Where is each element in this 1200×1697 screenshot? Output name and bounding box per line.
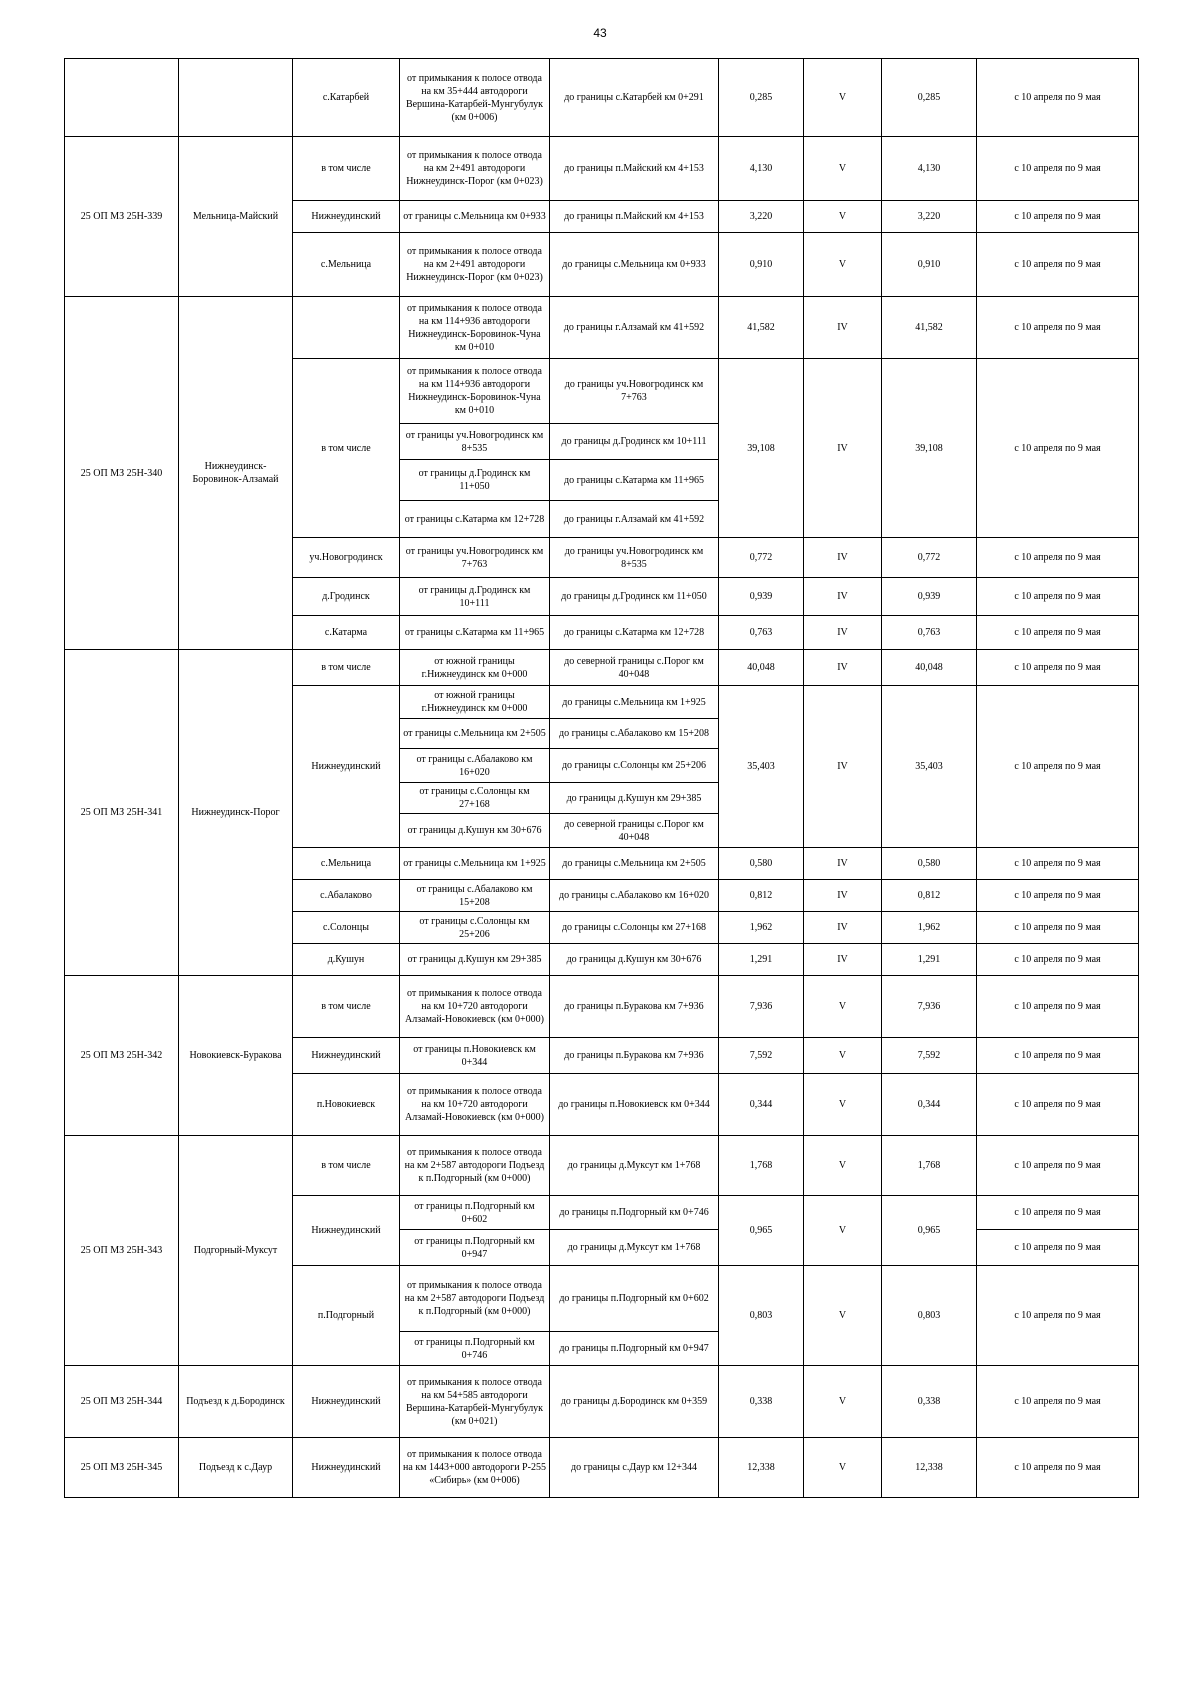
table-cell: 41,582 [719, 297, 804, 359]
table-cell: V [804, 976, 882, 1038]
table-cell: от границы с.Мельница км 0+933 [400, 201, 550, 233]
table-cell: Нижнеудинский [293, 201, 400, 233]
table-cell: от границы с.Мельница км 1+925 [400, 848, 550, 880]
table-cell: 0,939 [882, 578, 977, 616]
table-cell: Подгорный-Муксут [179, 1136, 293, 1366]
table-cell: с 10 апреля по 9 мая [977, 1230, 1139, 1266]
table-cell: Подъезд к с.Даур [179, 1438, 293, 1498]
table-cell: с.Мельница [293, 233, 400, 297]
table-cell: в том числе [293, 650, 400, 686]
table-cell: от границы с.Солонцы км 27+168 [400, 783, 550, 814]
table-cell: 4,130 [719, 137, 804, 201]
table-cell: с 10 апреля по 9 мая [977, 1038, 1139, 1074]
table-cell: 0,772 [719, 538, 804, 578]
table-cell: 0,285 [882, 59, 977, 137]
table-cell [65, 59, 179, 137]
table-cell: с 10 апреля по 9 мая [977, 616, 1139, 650]
table-cell: 0,763 [882, 616, 977, 650]
table-cell: 25 ОП МЗ 25Н-342 [65, 976, 179, 1136]
table-cell: с.Солонцы [293, 912, 400, 944]
table-cell: Нижнеудинский [293, 1438, 400, 1498]
table-cell: с.Катарма [293, 616, 400, 650]
table-cell: с 10 апреля по 9 мая [977, 650, 1139, 686]
table-cell: от границы уч.Новогродинск км 7+763 [400, 538, 550, 578]
table-cell: 25 ОП МЗ 25Н-343 [65, 1136, 179, 1366]
table-cell: 1,291 [719, 944, 804, 976]
table-cell: Мельница-Майский [179, 137, 293, 297]
table-cell: от границы с.Мельница км 2+505 [400, 719, 550, 749]
table-cell: 40,048 [719, 650, 804, 686]
table-cell: в том числе [293, 1136, 400, 1196]
table-cell: до границы д.Муксут км 1+768 [550, 1230, 719, 1266]
table-cell: 1,768 [719, 1136, 804, 1196]
table-cell: 0,338 [882, 1366, 977, 1438]
table-cell: IV [804, 297, 882, 359]
table-cell: от границы с.Солонцы км 25+206 [400, 912, 550, 944]
table-cell: от границы п.Подгорный км 0+746 [400, 1332, 550, 1366]
table-cell: до границы с.Солонцы км 25+206 [550, 749, 719, 783]
table-cell: до границы п.Майский км 4+153 [550, 137, 719, 201]
table-cell: с 10 апреля по 9 мая [977, 1266, 1139, 1366]
table-cell: с 10 апреля по 9 мая [977, 944, 1139, 976]
table-cell: V [804, 1038, 882, 1074]
table-cell: от примыкания к полосе отвода на км 10+720 автодороги Алзамай-Новокиевск (км 0+000) [400, 1074, 550, 1136]
table-cell: д.Гродинск [293, 578, 400, 616]
table-cell: 0,580 [719, 848, 804, 880]
table-cell: с 10 апреля по 9 мая [977, 880, 1139, 912]
table-cell: от границы д.Гродинск км 10+111 [400, 578, 550, 616]
table-cell: до границы п.Буракова км 7+936 [550, 1038, 719, 1074]
table-cell: V [804, 1266, 882, 1366]
table-cell: с 10 апреля по 9 мая [977, 1136, 1139, 1196]
table-cell: с 10 апреля по 9 мая [977, 912, 1139, 944]
table-cell: 0,344 [719, 1074, 804, 1136]
table-cell: до границы г.Алзамай км 41+592 [550, 297, 719, 359]
table-cell: от границы д.Кушун км 30+676 [400, 814, 550, 848]
table-cell: до границы уч.Новогродинск км 7+763 [550, 359, 719, 424]
table-cell: Нижнеудинск-Порог [179, 650, 293, 976]
table-cell: 0,910 [719, 233, 804, 297]
table-cell: 25 ОП МЗ 25Н-345 [65, 1438, 179, 1498]
table-cell: с.Абалаково [293, 880, 400, 912]
table-cell: до границы п.Подгорный км 0+602 [550, 1266, 719, 1332]
table-cell: до границы д.Бородинск км 0+359 [550, 1366, 719, 1438]
table-cell: 0,803 [882, 1266, 977, 1366]
table-cell: 7,936 [719, 976, 804, 1038]
table-cell: до границы п.Подгорный км 0+746 [550, 1196, 719, 1230]
table-cell: уч.Новогродинск [293, 538, 400, 578]
table-cell: с 10 апреля по 9 мая [977, 201, 1139, 233]
table-cell: с.Мельница [293, 848, 400, 880]
table-cell: с 10 апреля по 9 мая [977, 538, 1139, 578]
table-cell: от границы д.Гродинск км 11+050 [400, 460, 550, 501]
road-restrictions-table [64, 58, 1139, 1498]
table-cell: от границы д.Кушун км 29+385 [400, 944, 550, 976]
table-cell: от примыкания к полосе отвода на км 114+936 автодороги Нижнеудинск-Боровинок-Чуна км 0+010 [400, 297, 550, 359]
table-cell: до границы д.Гродинск км 11+050 [550, 578, 719, 616]
table-cell: 35,403 [882, 686, 977, 848]
table-cell: V [804, 1366, 882, 1438]
table-cell: до границы с.Катарбей км 0+291 [550, 59, 719, 137]
table-cell: Новокиевск-Буракова [179, 976, 293, 1136]
table-cell: с 10 апреля по 9 мая [977, 1366, 1139, 1438]
table-cell: д.Кушун [293, 944, 400, 976]
table-cell: Нижнеудинский [293, 1038, 400, 1074]
table-cell: 0,812 [719, 880, 804, 912]
table-cell: 7,592 [882, 1038, 977, 1074]
table-cell: с 10 апреля по 9 мая [977, 59, 1139, 137]
table-cell: с 10 апреля по 9 мая [977, 686, 1139, 848]
table-cell: от южной границы г.Нижнеудинск км 0+000 [400, 686, 550, 719]
table-cell: от примыкания к полосе отвода на км 114+936 автодороги Нижнеудинск-Боровинок-Чуна км 0+010 [400, 359, 550, 424]
table-cell: до границы с.Мельница км 0+933 [550, 233, 719, 297]
table-cell: 0,910 [882, 233, 977, 297]
table-cell: с.Катарбей [293, 59, 400, 137]
page-number: 43 [593, 26, 607, 40]
table-cell: с 10 апреля по 9 мая [977, 137, 1139, 201]
table-cell: от границы п.Подгорный км 0+947 [400, 1230, 550, 1266]
table-row [65, 137, 1139, 201]
table-cell: V [804, 1438, 882, 1498]
table-cell: 0,772 [882, 538, 977, 578]
table-cell: от примыкания к полосе отвода на км 2+491 автодороги Нижнеудинск-Порог (км 0+023) [400, 233, 550, 297]
table-row [65, 976, 1139, 1038]
table-cell: с 10 апреля по 9 мая [977, 1196, 1139, 1230]
table-cell: Нижнеудинский [293, 1366, 400, 1438]
table-cell: от примыкания к полосе отвода на км 2+587 автодороги Подъезд к п.Подгорный (км 0+000) [400, 1266, 550, 1332]
table-cell: п.Подгорный [293, 1266, 400, 1366]
table-cell: с 10 апреля по 9 мая [977, 297, 1139, 359]
table-cell: 39,108 [719, 359, 804, 538]
table-cell: IV [804, 880, 882, 912]
table-cell: 39,108 [882, 359, 977, 538]
table-cell: IV [804, 650, 882, 686]
table-cell: от границы с.Абалаково км 15+208 [400, 880, 550, 912]
table-cell: V [804, 1136, 882, 1196]
table-cell: V [804, 137, 882, 201]
table-cell: с 10 апреля по 9 мая [977, 976, 1139, 1038]
table-cell: с 10 апреля по 9 мая [977, 233, 1139, 297]
table-cell: в том числе [293, 359, 400, 538]
table-row [65, 1438, 1139, 1498]
table-cell: IV [804, 359, 882, 538]
table-cell: V [804, 233, 882, 297]
table-cell: IV [804, 538, 882, 578]
table-cell: Нижнеудинский [293, 1196, 400, 1266]
table-cell: с 10 апреля по 9 мая [977, 578, 1139, 616]
table-cell: с 10 апреля по 9 мая [977, 1438, 1139, 1498]
table-cell: до границы п.Новокиевск км 0+344 [550, 1074, 719, 1136]
table-cell: V [804, 1074, 882, 1136]
table-row [65, 1136, 1139, 1196]
table-cell: Подъезд к д.Бородинск [179, 1366, 293, 1438]
table-cell: до границы п.Буракова км 7+936 [550, 976, 719, 1038]
table-cell: 0,580 [882, 848, 977, 880]
table-cell: до границы с.Абалаково км 15+208 [550, 719, 719, 749]
table-cell: до границы п.Майский км 4+153 [550, 201, 719, 233]
table-cell: 0,338 [719, 1366, 804, 1438]
table-cell: до границы с.Катарма км 12+728 [550, 616, 719, 650]
table-cell: 41,582 [882, 297, 977, 359]
table-cell: до границы д.Гродинск км 10+111 [550, 424, 719, 460]
table-cell: от границы уч.Новогродинск км 8+535 [400, 424, 550, 460]
table-cell: 35,403 [719, 686, 804, 848]
table-cell: 0,812 [882, 880, 977, 912]
table-cell: IV [804, 848, 882, 880]
table-cell: 1,768 [882, 1136, 977, 1196]
table-cell: 0,965 [719, 1196, 804, 1266]
table-cell: 0,965 [882, 1196, 977, 1266]
table-cell: до границы с.Мельница км 1+925 [550, 686, 719, 719]
table-cell: до границы с.Солонцы км 27+168 [550, 912, 719, 944]
table-cell: IV [804, 912, 882, 944]
table-cell: от примыкания к полосе отвода на км 10+720 автодороги Алзамай-Новокиевск (км 0+000) [400, 976, 550, 1038]
table-cell: 1,291 [882, 944, 977, 976]
table-cell: IV [804, 578, 882, 616]
table-row [65, 650, 1139, 686]
table-cell: 1,962 [882, 912, 977, 944]
table-cell: 40,048 [882, 650, 977, 686]
table-cell: с 10 апреля по 9 мая [977, 359, 1139, 538]
table-cell: от границы с.Абалаково км 16+020 [400, 749, 550, 783]
table-cell: V [804, 1196, 882, 1266]
table-cell: 25 ОП МЗ 25Н-344 [65, 1366, 179, 1438]
table-cell: до северной границы с.Порог км 40+048 [550, 814, 719, 848]
table-cell: с 10 апреля по 9 мая [977, 1074, 1139, 1136]
table-cell: 3,220 [719, 201, 804, 233]
table-cell: 3,220 [882, 201, 977, 233]
table-cell: от примыкания к полосе отвода на км 1443+000 автодороги Р-255 «Сибирь» (км 0+006) [400, 1438, 550, 1498]
table-cell: до границы с.Абалаково км 16+020 [550, 880, 719, 912]
table-cell: от границы п.Подгорный км 0+602 [400, 1196, 550, 1230]
table-cell: до границы уч.Новогродинск км 8+535 [550, 538, 719, 578]
table-cell: до границы с.Катарма км 11+965 [550, 460, 719, 501]
table-cell: IV [804, 686, 882, 848]
table-cell: Нижнеудинский [293, 686, 400, 848]
table-cell: V [804, 201, 882, 233]
table-cell: до границы д.Муксут км 1+768 [550, 1136, 719, 1196]
table-cell [293, 297, 400, 359]
table-cell: Нижнеудинск-Боровинок-Алзамай [179, 297, 293, 650]
table-cell: от примыкания к полосе отвода на км 54+585 автодороги Вершина-Катарбей-Мунгубулук (км 0+021) [400, 1366, 550, 1438]
table-cell: от примыкания к полосе отвода на км 35+444 автодороги Вершина-Катарбей-Мунгубулук (км 0+006) [400, 59, 550, 137]
table-row [65, 1366, 1139, 1438]
table-cell: до границы г.Алзамай км 41+592 [550, 501, 719, 538]
table-cell: 12,338 [719, 1438, 804, 1498]
table-cell: с 10 апреля по 9 мая [977, 848, 1139, 880]
table-cell: п.Новокиевск [293, 1074, 400, 1136]
table-cell: IV [804, 616, 882, 650]
table-cell: V [804, 59, 882, 137]
table-row [65, 297, 1139, 359]
table-cell: от примыкания к полосе отвода на км 2+491 автодороги Нижнеудинск-Порог (км 0+023) [400, 137, 550, 201]
table-cell: 7,592 [719, 1038, 804, 1074]
table-cell: IV [804, 944, 882, 976]
table-cell: 0,285 [719, 59, 804, 137]
table-row [65, 59, 1139, 137]
table-cell: до границы д.Кушун км 29+385 [550, 783, 719, 814]
table-cell: 7,936 [882, 976, 977, 1038]
table-cell: в том числе [293, 137, 400, 201]
table-cell: 0,344 [882, 1074, 977, 1136]
table-cell: от границы п.Новокиевск км 0+344 [400, 1038, 550, 1074]
table-cell: от примыкания к полосе отвода на км 2+587 автодороги Подъезд к п.Подгорный (км 0+000) [400, 1136, 550, 1196]
table-cell: 0,939 [719, 578, 804, 616]
table-cell: до границы с.Даур км 12+344 [550, 1438, 719, 1498]
table-cell: в том числе [293, 976, 400, 1038]
table-cell: до границы д.Кушун км 30+676 [550, 944, 719, 976]
table-cell: до границы с.Мельница км 2+505 [550, 848, 719, 880]
table-cell: 1,962 [719, 912, 804, 944]
table-cell: 12,338 [882, 1438, 977, 1498]
table-cell: 4,130 [882, 137, 977, 201]
table-cell: 25 ОП МЗ 25Н-340 [65, 297, 179, 650]
table-cell: 0,763 [719, 616, 804, 650]
table-cell: 25 ОП МЗ 25Н-341 [65, 650, 179, 976]
table-cell [179, 59, 293, 137]
table-cell: от границы с.Катарма км 11+965 [400, 616, 550, 650]
table-cell: от границы с.Катарма км 12+728 [400, 501, 550, 538]
table-cell: от южной границы г.Нижнеудинск км 0+000 [400, 650, 550, 686]
table-cell: 25 ОП МЗ 25Н-339 [65, 137, 179, 297]
table-cell: до границы п.Подгорный км 0+947 [550, 1332, 719, 1366]
table-cell: до северной границы с.Порог км 40+048 [550, 650, 719, 686]
table-cell: 0,803 [719, 1266, 804, 1366]
